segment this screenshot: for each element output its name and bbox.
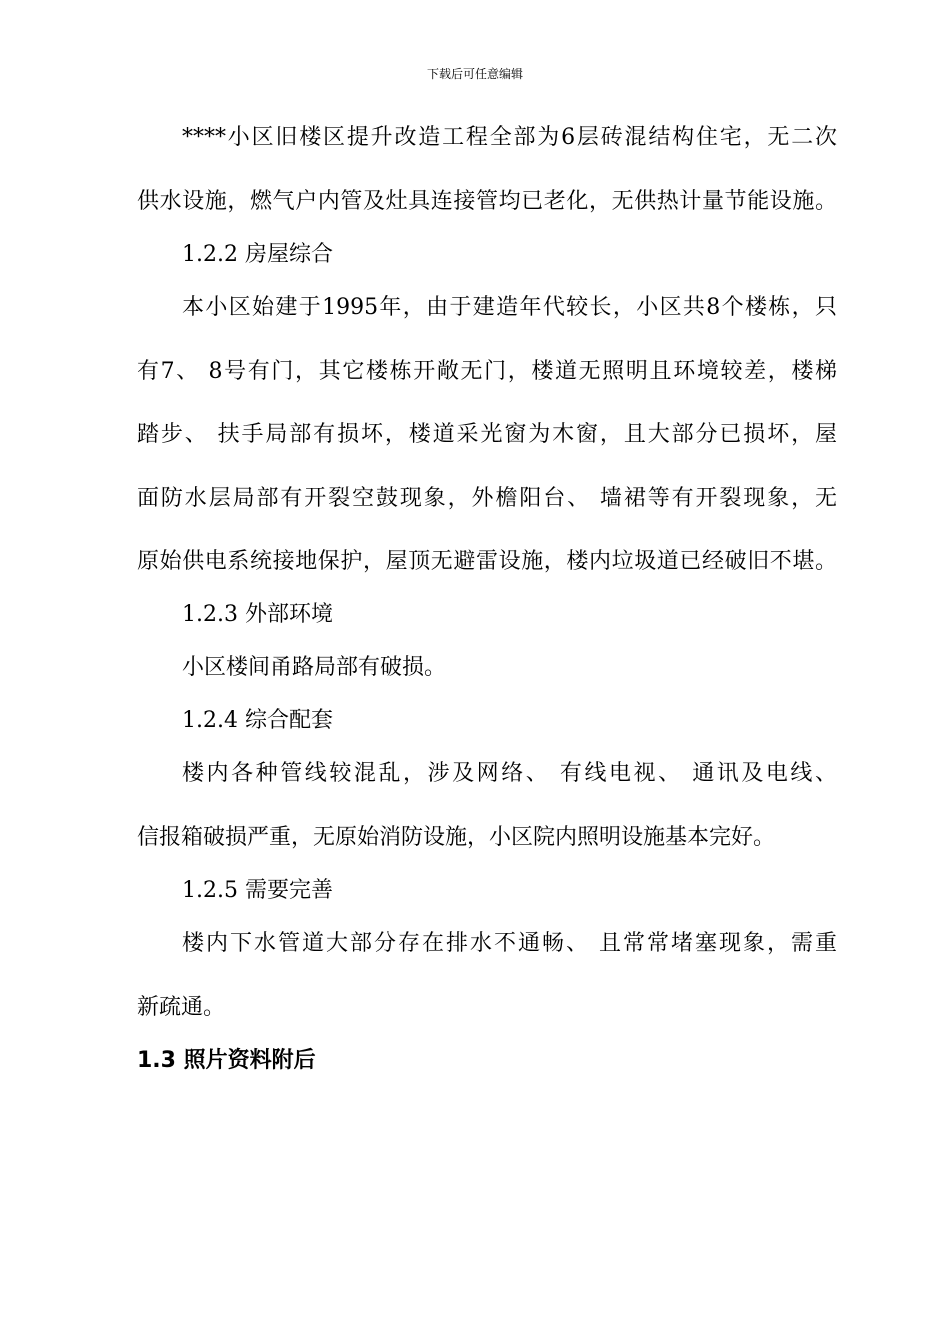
paragraph-line: 供水设施，燃气户内管及灶具连接管均已老化，无供热计量节能设施。 (137, 189, 837, 214)
section-heading-1-3: 1.3 照片资料附后 (137, 1048, 316, 1073)
paragraph-line: 本小区始建于1995年，由于建造年代较长，小区共8个楼栋，只 (182, 295, 837, 320)
paragraph-line: 新疏通。 (137, 995, 226, 1020)
paragraph-line: 小区楼间甬路局部有破损。 (182, 655, 447, 680)
paragraph-line: ****小区旧楼区提升改造工程全部为6层砖混结构住宅，无二次 (182, 125, 837, 150)
section-heading-1-2-2: 1.2.2 房屋综合 (182, 242, 333, 267)
paragraph-line: 楼内各种管线较混乱，涉及网络、 有线电视、 通讯及电线、 (182, 761, 837, 786)
section-heading-1-2-5: 1.2.5 需要完善 (182, 878, 333, 903)
paragraph-line: 面防水层局部有开裂空鼓现象，外檐阳台、 墙裙等有开裂现象，无 (137, 486, 837, 511)
paragraph-line: 楼内下水管道大部分存在排水不通畅、 且常常堵塞现象，需重 (182, 931, 837, 956)
paragraph-line: 踏步、 扶手局部有损坏，楼道采光窗为木窗，且大部分已损坏，屋 (137, 422, 837, 447)
paragraph-line: 原始供电系统接地保护，屋顶无避雷设施，楼内垃圾道已经破旧不堪。 (137, 549, 837, 574)
section-heading-1-2-4: 1.2.4 综合配套 (182, 708, 333, 733)
paragraph-line: 信报箱破损严重，无原始消防设施，小区院内照明设施基本完好。 (137, 825, 776, 850)
page-header: 下载后可任意编辑 (426, 67, 523, 81)
section-heading-1-2-3: 1.2.3 外部环境 (182, 602, 333, 627)
paragraph-line: 有7、 8号有门，其它楼栋开敞无门，楼道无照明且环境较差，楼梯 (137, 359, 837, 384)
